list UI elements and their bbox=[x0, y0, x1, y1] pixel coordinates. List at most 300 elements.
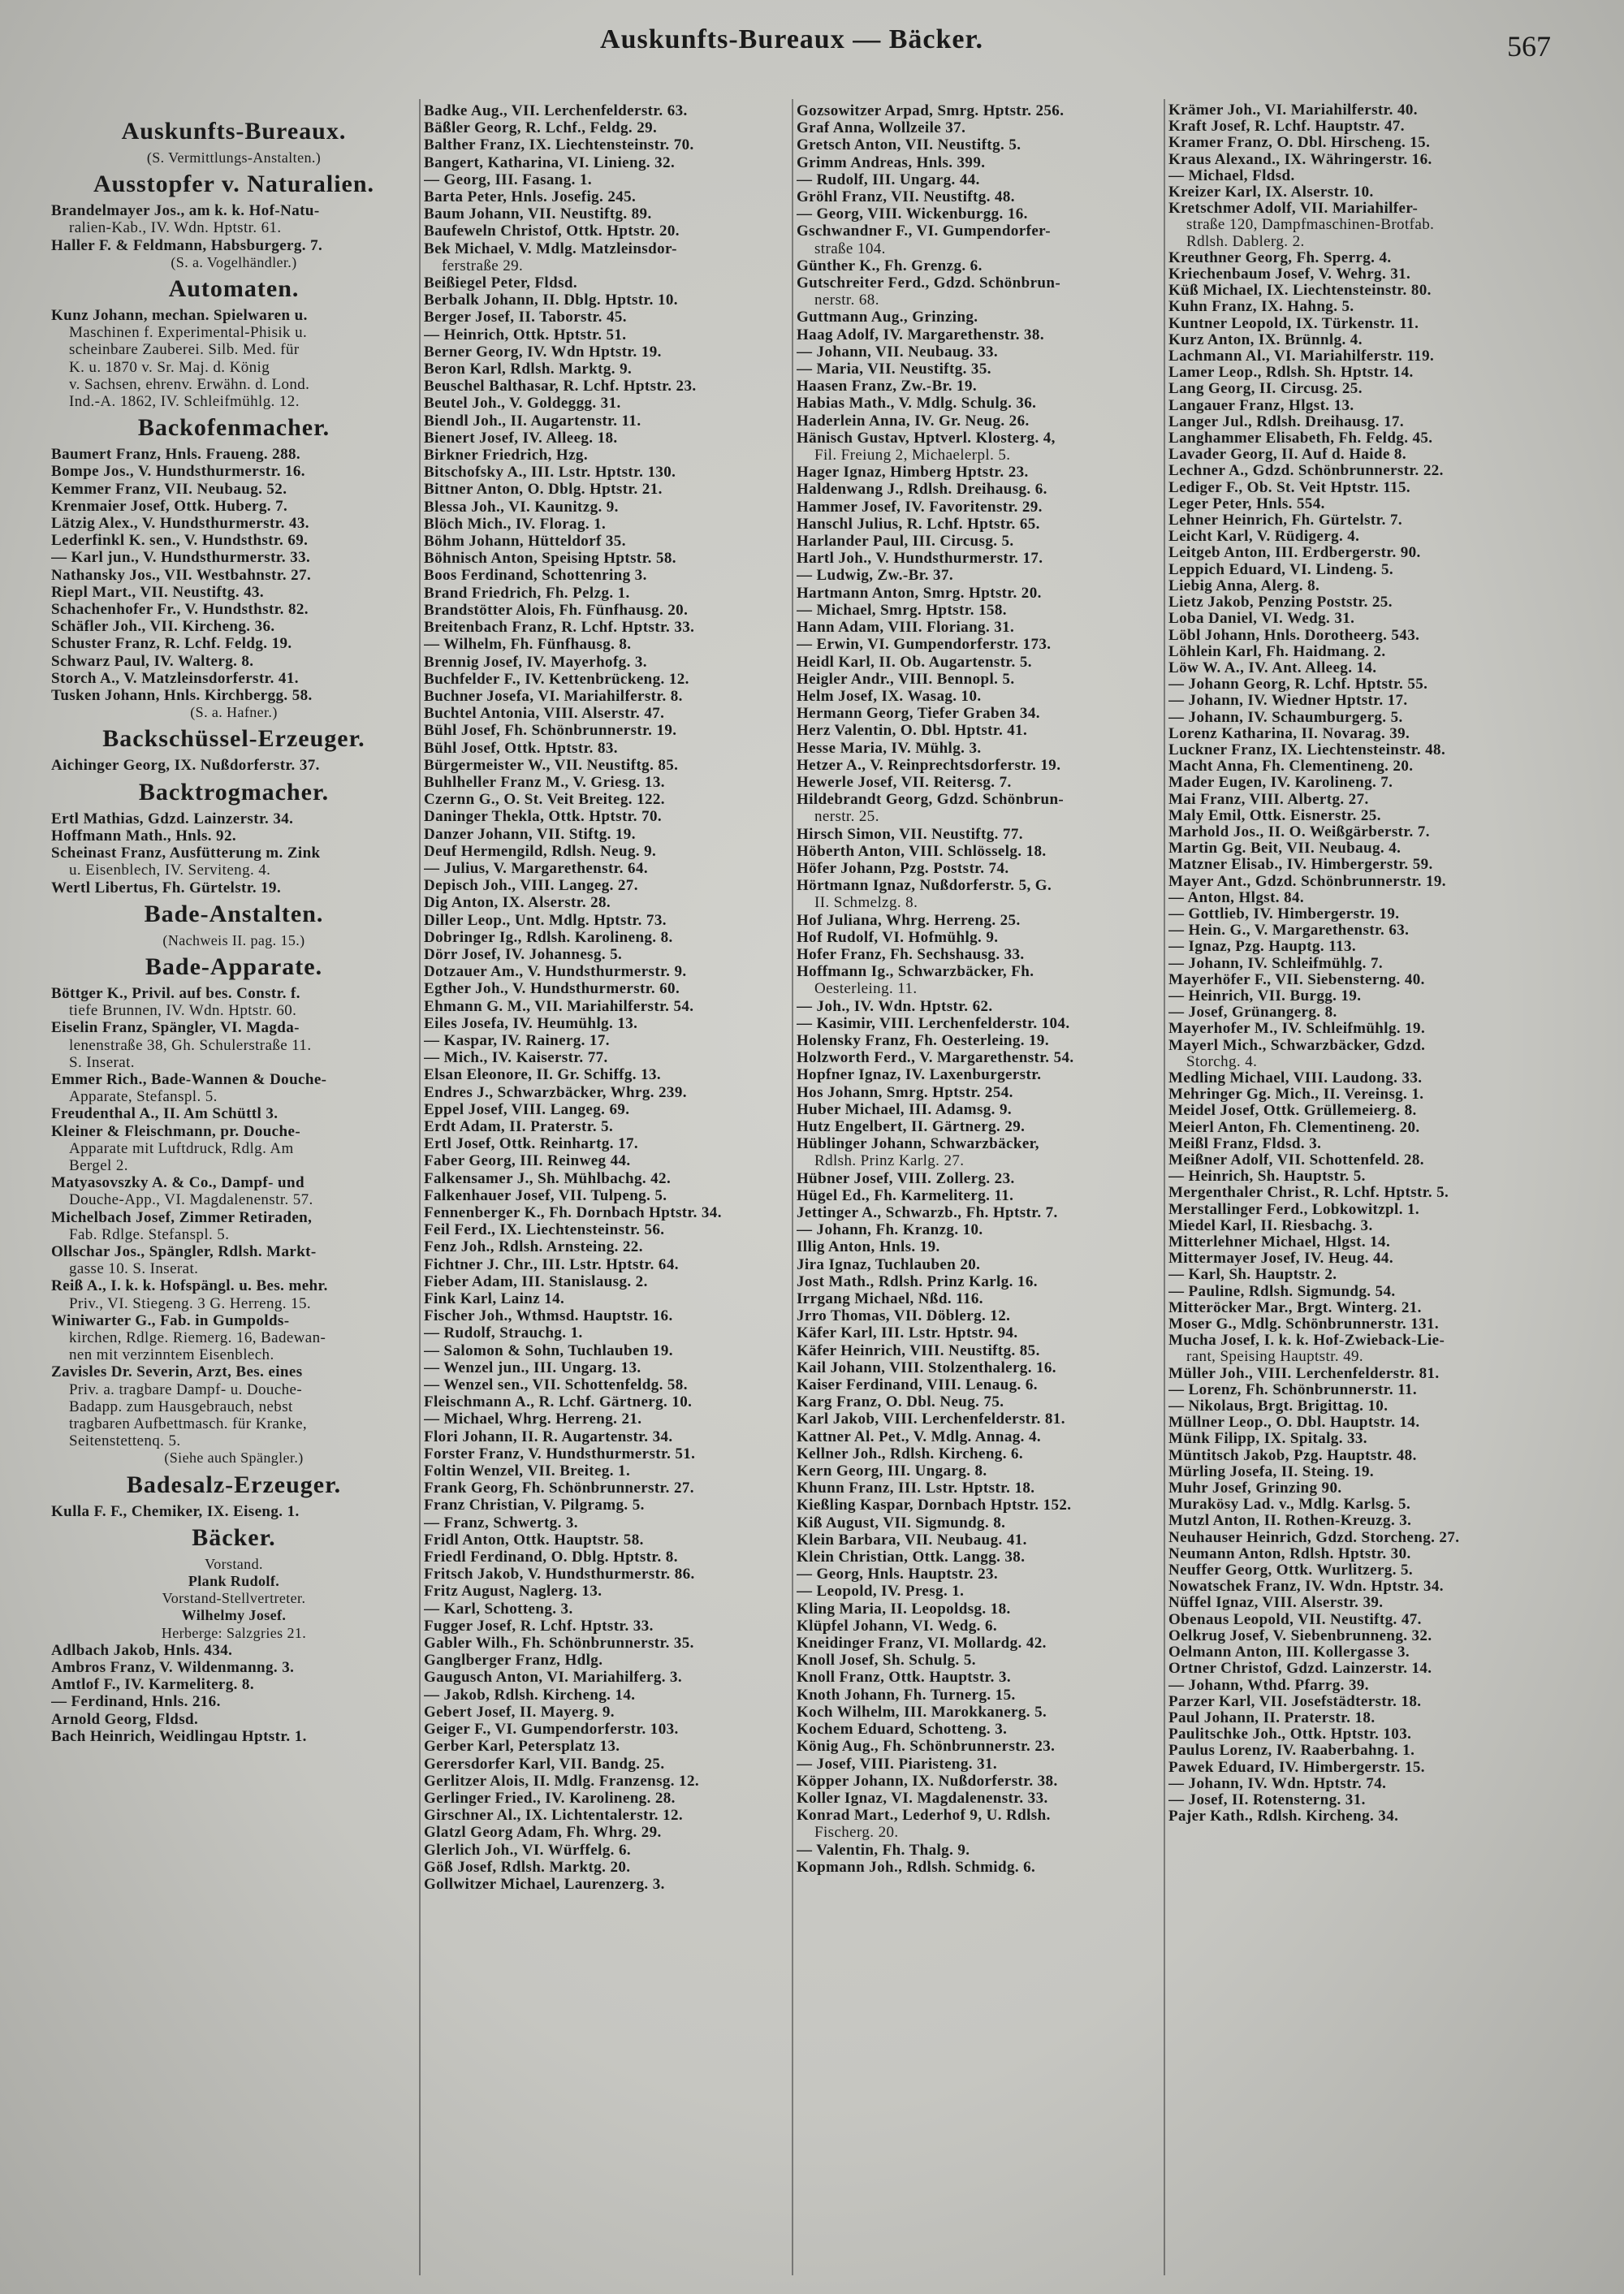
directory-entry: — Nikolaus, Brgt. Brigittag. 10. bbox=[1168, 1398, 1389, 1415]
directory-entry: Badke Aug., VII. Lerchenfelderstr. 63. bbox=[424, 102, 688, 119]
directory-entry: — Wenzel sen., VII. Schottenfeldg. 58. bbox=[424, 1376, 688, 1394]
entry-continuation: Badapp. zum Hausgebrauch, nebst bbox=[69, 1398, 293, 1415]
directory-entry: Bek Michael, V. Mdlg. Matzleinsdor- bbox=[424, 240, 677, 257]
directory-entry: Münk Filipp, IX. Spitalg. 33. bbox=[1168, 1431, 1367, 1448]
directory-entry: Muhr Josef, Grinzing 90. bbox=[1168, 1480, 1342, 1497]
directory-entry: Guttmann Aug., Grinzing. bbox=[797, 309, 978, 326]
directory-entry: — Pauline, Rdlsh. Sigmundg. 54. bbox=[1168, 1283, 1396, 1300]
directory-entry: Dobringer Ig., Rdlsh. Karolineng. 8. bbox=[424, 928, 673, 946]
directory-entry: Khunn Franz, III. Lstr. Hptstr. 18. bbox=[797, 1480, 1035, 1497]
directory-entry: Hörtmann Ignaz, Nußdorferstr. 5, G. bbox=[797, 877, 1052, 895]
directory-entry: Käfer Heinrich, VIII. Neustiftg. 85. bbox=[797, 1341, 1040, 1359]
directory-entry: Holensky Franz, Fh. Oesterleing. 19. bbox=[797, 1031, 1049, 1049]
directory-entry: Bürgermeister W., VII. Neustiftg. 85. bbox=[424, 756, 679, 774]
directory-entry: Ertl Mathias, Gdzd. Lainzerstr. 34. bbox=[51, 810, 294, 827]
directory-entry: Dotzauer Am., V. Hundsthurmerstr. 9. bbox=[424, 963, 687, 981]
directory-entry: Mürling Josefa, II. Steing. 19. bbox=[1168, 1463, 1375, 1480]
directory-entry: König Aug., Fh. Schönbrunnerstr. 23. bbox=[797, 1738, 1056, 1756]
directory-entry: Göß Josef, Rdlsh. Marktg. 20. bbox=[424, 1858, 631, 1876]
directory-entry: Breitenbach Franz, R. Lchf. Hptstr. 33. bbox=[424, 619, 695, 637]
directory-entry: Daninger Thekla, Ottk. Hptstr. 70. bbox=[424, 808, 663, 826]
directory-entry: — Anton, Hlgst. 84. bbox=[1168, 889, 1305, 906]
entry-continuation: scheinbare Zauberei. Silb. Med. für bbox=[69, 341, 300, 359]
directory-entry: — Johann, Wthd. Pfarrg. 39. bbox=[1168, 1677, 1369, 1694]
directory-entry: Riepl Mart., VII. Neustiftg. 43. bbox=[51, 583, 265, 601]
directory-entry: Knoth Johann, Fh. Turnerg. 15. bbox=[797, 1686, 1016, 1704]
directory-entry: Beuschel Balthasar, R. Lchf. Hptstr. 23. bbox=[424, 378, 697, 395]
directory-entry: Blöch Mich., IV. Florag. 1. bbox=[424, 515, 607, 533]
directory-entry: Böttger K., Privil. auf bes. Constr. f. bbox=[51, 984, 300, 1002]
directory-entry: — Josef, Grünangerg. 8. bbox=[1168, 1004, 1337, 1022]
directory-entry: — Josef, II. Rotensterng. 31. bbox=[1168, 1791, 1366, 1808]
directory-entry: Merstallinger Ferd., Lobkowitzpl. 1. bbox=[1168, 1201, 1420, 1218]
directory-entry: Fleischmann A., R. Lchf. Gärtnerg. 10. bbox=[424, 1393, 693, 1411]
directory-entry: Kreuthner Georg, Fh. Sperrg. 4. bbox=[1168, 249, 1392, 266]
directory-entry: Haasen Franz, Zw.-Br. 19. bbox=[797, 378, 977, 395]
directory-entry: Lediger F., Ob. St. Veit Hptstr. 115. bbox=[1168, 479, 1411, 496]
directory-entry: Kellner Joh., Rdlsh. Kircheng. 6. bbox=[797, 1445, 1024, 1462]
directory-entry: Girschner Al., IX. Lichtentalerstr. 12. bbox=[424, 1807, 684, 1825]
directory-entry: Mayerhöfer F., VII. Siebensterng. 40. bbox=[1168, 971, 1425, 988]
entry-continuation: Apparate mit Luftdruck, Rdlg. Am bbox=[69, 1139, 294, 1157]
directory-entry: Lechner A., Gdzd. Schönbrunnerstr. 22. bbox=[1168, 463, 1444, 480]
directory-entry: Beron Karl, Rdlsh. Marktg. 9. bbox=[424, 361, 633, 378]
directory-entry: — Wenzel jun., III. Ungarg. 13. bbox=[424, 1359, 641, 1376]
directory-entry: Berner Georg, IV. Wdn Hptstr. 19. bbox=[424, 343, 662, 361]
entry-continuation: nerstr. 68. bbox=[814, 292, 879, 309]
directory-entry: Fischer Joh., Wthmsd. Hauptstr. 16. bbox=[424, 1307, 673, 1325]
directory-entry: Michelbach Josef, Zimmer Retiraden, bbox=[51, 1208, 313, 1226]
directory-entry: Brand Friedrich, Fh. Pelzg. 1. bbox=[424, 584, 630, 602]
directory-entry: Matyasovszky A. & Co., Dampf- und bbox=[51, 1174, 304, 1192]
directory-entry: Müntitsch Jakob, Pzg. Hauptstr. 48. bbox=[1168, 1447, 1417, 1464]
directory-entry: Dörr Josef, IV. Johannesg. 5. bbox=[424, 945, 623, 963]
directory-entry: Hübner Josef, VIII. Zollerg. 23. bbox=[797, 1169, 1015, 1187]
entry-continuation: nen mit verzinntem Eisenblech. bbox=[69, 1346, 274, 1364]
directory-entry: Mittermayer Josef, IV. Heug. 44. bbox=[1168, 1251, 1393, 1268]
directory-entry: Mitteröcker Mar., Brgt. Winterg. 21. bbox=[1168, 1299, 1422, 1316]
directory-entry: Knoll Josef, Sh. Schulg. 5. bbox=[797, 1652, 976, 1670]
directory-entry: — Johann Georg, R. Lchf. Hptstr. 55. bbox=[1168, 676, 1428, 693]
directory-entry: Hänisch Gustav, Hptverl. Klosterg. 4, bbox=[797, 429, 1056, 447]
directory-entry: Leitgeb Anton, III. Erdbergerstr. 90. bbox=[1168, 545, 1421, 562]
entry-continuation: Oesterleing. 11. bbox=[814, 980, 918, 998]
directory-entry: — Ferdinand, Hnls. 216. bbox=[51, 1693, 221, 1711]
directory-entry: Faber Georg, III. Reinweg 44. bbox=[424, 1152, 631, 1170]
directory-entry: — Johann, IV. Wdn. Hptstr. 74. bbox=[1168, 1775, 1387, 1792]
section-note: (Siehe auch Spängler.) bbox=[164, 1449, 304, 1467]
entry-continuation: Priv., VI. Stiegeng. 3 G. Herreng. 15. bbox=[69, 1294, 312, 1312]
directory-entry: Biendl Joh., II. Augartenstr. 11. bbox=[424, 412, 641, 430]
directory-entry: Fieber Adam, III. Stanislausg. 2. bbox=[424, 1272, 648, 1290]
directory-entry: Forster Franz, V. Hundsthurmerstr. 51. bbox=[424, 1445, 696, 1462]
column-4 bbox=[1168, 102, 1574, 1825]
directory-entry: Graf Anna, Wollzeile 37. bbox=[797, 119, 966, 137]
directory-entry: Harlander Paul, III. Circusg. 5. bbox=[797, 533, 1014, 551]
directory-entry: Ertl Josef, Ottk. Reinhartg. 17. bbox=[424, 1135, 638, 1153]
directory-entry: Oelkrug Josef, V. Siebenbrunneng. 32. bbox=[1168, 1627, 1432, 1644]
directory-entry: Storch A., V. Matzleinsdorferstr. 41. bbox=[51, 669, 299, 687]
directory-entry: Kleiner & Fleischmann, pr. Douche- bbox=[51, 1122, 301, 1140]
directory-entry: Hoffmann Math., Hnls. 92. bbox=[51, 827, 236, 845]
column-divider bbox=[792, 99, 793, 2275]
directory-entry: Hof Juliana, Whrg. Herreng. 25. bbox=[797, 911, 1021, 929]
directory-entry: Eiles Josefa, IV. Heumühlg. 13. bbox=[424, 1014, 638, 1032]
directory-entry: Hesse Maria, IV. Mühlg. 3. bbox=[797, 739, 982, 757]
section-note: Vorstand. bbox=[205, 1555, 263, 1572]
directory-entry: Fink Karl, Lainz 14. bbox=[424, 1290, 565, 1308]
directory-entry: Glatzl Georg Adam, Fh. Whrg. 29. bbox=[424, 1824, 662, 1842]
directory-entry: Gerber Karl, Petersplatz 13. bbox=[424, 1738, 620, 1756]
directory-entry: Karl Jakob, VIII. Lerchenfelderstr. 81. bbox=[797, 1411, 1065, 1428]
directory-entry: Fridl Anton, Ottk. Hauptstr. 58. bbox=[424, 1531, 644, 1549]
directory-entry: Friedl Ferdinand, O. Dblg. Hptstr. 8. bbox=[424, 1549, 678, 1566]
directory-entry: Bitschofsky A., III. Lstr. Hptstr. 130. bbox=[424, 464, 676, 482]
directory-entry: Bühl Josef, Ottk. Hptstr. 83. bbox=[424, 739, 618, 757]
directory-entry: Hos Johann, Smrg. Hptstr. 254. bbox=[797, 1083, 1013, 1101]
section-heading: Backschüssel-Erzeuger. bbox=[102, 725, 365, 753]
directory-entry: Fugger Josef, R. Lchf. Hptstr. 33. bbox=[424, 1617, 654, 1635]
directory-entry: — Johann, IV. Schleifmühlg. 7. bbox=[1168, 955, 1383, 972]
directory-entry: Meierl Anton, Fh. Clementineng. 20. bbox=[1168, 1119, 1420, 1136]
directory-entry: Ambros Franz, V. Wildenmanng. 3. bbox=[51, 1659, 295, 1677]
entry-continuation: Bergel 2. bbox=[69, 1156, 128, 1174]
directory-entry: — Lorenz, Fh. Schönbrunnerstr. 11. bbox=[1168, 1381, 1418, 1398]
directory-entry: — Ludwig, Zw.-Br. 37. bbox=[797, 567, 953, 585]
entry-continuation: tragbaren Aufbettmasch. für Kranke, bbox=[69, 1415, 308, 1432]
directory-entry: Diller Leop., Unt. Mdlg. Hptstr. 73. bbox=[424, 911, 667, 929]
entry-continuation: II. Schmelzg. 8. bbox=[814, 894, 918, 912]
directory-entry: Irrgang Michael, Nßd. 116. bbox=[797, 1290, 983, 1308]
directory-entry: Falkenhauer Josef, VII. Tulpeng. 5. bbox=[424, 1186, 667, 1204]
directory-entry: Gebert Josef, II. Mayerg. 9. bbox=[424, 1703, 615, 1721]
directory-entry: Hanschl Julius, R. Lchf. Hptstr. 65. bbox=[797, 515, 1040, 533]
directory-entry: Mayer Ant., Gdzd. Schönbrunnerstr. 19. bbox=[1168, 873, 1446, 890]
directory-entry: — Johann, VII. Neubaug. 33. bbox=[797, 343, 999, 361]
directory-entry: Boos Ferdinand, Schottenring 3. bbox=[424, 567, 647, 585]
directory-entry: Dig Anton, IX. Alserstr. 28. bbox=[424, 894, 611, 912]
section-note: (S. a. Hafner.) bbox=[190, 704, 278, 721]
directory-entry: Hager Ignaz, Himberg Hptstr. 23. bbox=[797, 464, 1029, 482]
directory-entry: Winiwarter G., Fab. in Gumpolds- bbox=[51, 1311, 290, 1329]
directory-entry: — Heinrich, Sh. Hauptstr. 5. bbox=[1168, 1169, 1366, 1186]
entry-continuation: u. Eisenblech, IV. Serviteng. 4. bbox=[69, 862, 271, 879]
directory-entry: Paul Johann, II. Praterstr. 18. bbox=[1168, 1709, 1376, 1726]
directory-entry: Czernn G., O. St. Veit Breiteg. 122. bbox=[424, 791, 665, 809]
section-note: (Nachweis II. pag. 15.) bbox=[162, 931, 305, 948]
section-heading: Backofenmacher. bbox=[137, 414, 330, 442]
directory-entry: — Hein. G., V. Margarethenstr. 63. bbox=[1168, 922, 1410, 940]
directory-entry: Böhm Johann, Hütteldorf 35. bbox=[424, 533, 626, 551]
directory-entry: Hirsch Simon, VII. Neustiftg. 77. bbox=[797, 825, 1023, 843]
directory-entry: — Jakob, Rdlsh. Kircheng. 14. bbox=[424, 1686, 636, 1704]
entry-continuation: tiefe Brunnen, IV. Wdn. Hptstr. 60. bbox=[69, 1002, 297, 1020]
running-header: Auskunfts-Bureaux — Bäcker. bbox=[600, 24, 983, 54]
directory-entry: — Karl jun., V. Hundsthurmerstr. 33. bbox=[51, 549, 311, 567]
entry-continuation: K. u. 1870 v. Sr. Maj. d. König bbox=[69, 358, 270, 376]
directory-entry: — Georg, VIII. Wickenburgg. 16. bbox=[797, 205, 1028, 223]
directory-entry: — Heinrich, VII. Burgg. 19. bbox=[1168, 987, 1362, 1004]
section-heading: Backtrogmacher. bbox=[138, 778, 330, 806]
directory-entry: Loba Daniel, VI. Wedg. 31. bbox=[1168, 611, 1355, 628]
directory-entry: — Gottlieb, IV. Himbergerstr. 19. bbox=[1168, 905, 1400, 922]
directory-entry: Hoffmann Ig., Schwarzbäcker, Fh. bbox=[797, 963, 1034, 981]
directory-entry: Blessa Joh., VI. Kaunitzg. 9. bbox=[424, 498, 619, 516]
directory-entry: — Rudolf, III. Ungarg. 44. bbox=[797, 171, 980, 188]
directory-entry: Erdt Adam, II. Praterstr. 5. bbox=[424, 1117, 614, 1135]
directory-entry: Müller Joh., VIII. Lerchenfelderstr. 81. bbox=[1168, 1365, 1440, 1382]
directory-entry: Gollwitzer Michael, Laurenzerg. 3. bbox=[424, 1875, 665, 1893]
entry-continuation: Priv. a. tragbare Dampf- u. Douche- bbox=[69, 1380, 303, 1398]
directory-entry: Elsan Eleonore, II. Gr. Schiffg. 13. bbox=[424, 1066, 662, 1084]
directory-entry: Gretsch Anton, VII. Neustiftg. 5. bbox=[797, 136, 1021, 154]
directory-entry: Buchfelder F., IV. Kettenbrückeng. 12. bbox=[424, 670, 689, 688]
directory-entry: Kiß August, VII. Sigmundg. 8. bbox=[797, 1514, 1006, 1531]
directory-entry: Gaugusch Anton, VI. Mariahilferg. 3. bbox=[424, 1669, 683, 1687]
directory-entry: — Julius, V. Margarethenstr. 64. bbox=[424, 859, 649, 877]
directory-entry: Kemmer Franz, VII. Neubaug. 52. bbox=[51, 480, 287, 498]
directory-entry: Bühl Josef, Fh. Schönbrunnerstr. 19. bbox=[424, 722, 677, 740]
entry-continuation: straße 120, Dampfmaschinen-Brotfab. bbox=[1186, 217, 1435, 234]
entry-continuation: rant, Speising Hauptstr. 49. bbox=[1186, 1349, 1364, 1366]
directory-entry: Langer Jul., Rdlsh. Dreihausg. 17. bbox=[1168, 413, 1405, 430]
directory-entry: Hartl Joh., V. Hundsthurmerstr. 17. bbox=[797, 550, 1043, 568]
column-1 bbox=[51, 114, 417, 1745]
directory-entry: Gerlitzer Alois, II. Mdlg. Franzensg. 12. bbox=[424, 1772, 700, 1790]
section-heading: Bäcker. bbox=[192, 1523, 276, 1551]
directory-entry: Pajer Kath., Rdlsh. Kircheng. 34. bbox=[1168, 1808, 1399, 1825]
directory-entry: Mitterlehner Michael, Hlgst. 14. bbox=[1168, 1234, 1391, 1251]
directory-entry: Zavisles Dr. Severin, Arzt, Bes. eines bbox=[51, 1363, 303, 1381]
directory-entry: Leicht Karl, V. Rüdigerg. 4. bbox=[1168, 529, 1360, 546]
directory-entry: Hof Rudolf, VI. Hofmühlg. 9. bbox=[797, 928, 999, 946]
directory-entry: Barta Peter, Hnls. Josefig. 245. bbox=[424, 188, 637, 206]
directory-entry: Martin Gg. Beit, VII. Neubaug. 4. bbox=[1168, 840, 1402, 858]
directory-entry: Kurz Anton, IX. Brünnlg. 4. bbox=[1168, 331, 1363, 348]
directory-entry: Bienert Josef, IV. Alleeg. 18. bbox=[424, 429, 618, 447]
directory-entry: Matzner Elisab., IV. Himbergerstr. 59. bbox=[1168, 857, 1433, 874]
directory-entry: — Michael, Fldsd. bbox=[1168, 167, 1295, 184]
directory-entry: Fichtner J. Chr., III. Lstr. Hptstr. 64. bbox=[424, 1255, 679, 1273]
directory-entry: — Heinrich, Ottk. Hptstr. 51. bbox=[424, 326, 627, 343]
directory-entry: Arnold Georg, Fldsd. bbox=[51, 1710, 199, 1728]
directory-entry: Höfer Johann, Pzg. Poststr. 74. bbox=[797, 859, 1009, 877]
directory-entry: Glerlich Joh., VI. Würffelg. 6. bbox=[424, 1841, 631, 1859]
entry-continuation: ralien-Kab., IV. Wdn. Hptstr. 61. bbox=[69, 219, 282, 237]
directory-entry: Baum Johann, VII. Neustiftg. 89. bbox=[424, 205, 652, 223]
directory-entry: Brandelmayer Jos., am k. k. Hof-Natu- bbox=[51, 202, 320, 220]
directory-entry: Haller F. & Feldmann, Habsburgerg. 7. bbox=[51, 236, 323, 254]
directory-entry: — Karl, Sh. Hauptstr. 2. bbox=[1168, 1267, 1337, 1284]
section-heading: Bade-Anstalten. bbox=[144, 900, 324, 927]
directory-entry: Macht Anna, Fh. Clementineng. 20. bbox=[1168, 758, 1414, 775]
directory-entry: Hüblinger Johann, Schwarzbäcker, bbox=[797, 1135, 1039, 1153]
directory-entry: Knoll Franz, Ottk. Hauptstr. 3. bbox=[797, 1669, 1011, 1687]
directory-entry: Käfer Karl, III. Lstr. Hptstr. 94. bbox=[797, 1324, 1018, 1342]
directory-entry: Koch Wilhelm, III. Marokkanerg. 5. bbox=[797, 1703, 1047, 1721]
entry-continuation: Douche-App., VI. Magdalenenstr. 57. bbox=[69, 1191, 313, 1209]
directory-entry: Lorenz Katharina, II. Novarag. 39. bbox=[1168, 725, 1410, 742]
directory-entry: Klüpfel Johann, VI. Wedg. 6. bbox=[797, 1617, 998, 1635]
directory-entry: Beutel Joh., V. Goldeggg. 31. bbox=[424, 395, 621, 413]
directory-entry: — Josef, VIII. Piaristeng. 31. bbox=[797, 1755, 998, 1773]
directory-entry: Kern Georg, III. Ungarg. 8. bbox=[797, 1462, 987, 1480]
directory-entry: — Johann, IV. Wiedner Hptstr. 17. bbox=[1168, 693, 1408, 710]
directory-entry: — Mich., IV. Kaiserstr. 77. bbox=[424, 1049, 608, 1067]
directory-entry: Heigler Andr., VIII. Bennopl. 5. bbox=[797, 670, 1015, 688]
directory-entry: Aichinger Georg, IX. Nußdorferstr. 37. bbox=[51, 757, 320, 775]
directory-entry: Mucha Josef, I. k. k. Hof-Zwieback-Lie- bbox=[1168, 1333, 1445, 1350]
directory-entry: Jrro Thomas, VII. Döblerg. 12. bbox=[797, 1307, 1011, 1325]
directory-entry: Helm Josef, IX. Wasag. 10. bbox=[797, 687, 982, 705]
directory-entry: Hammer Josef, IV. Favoritenstr. 29. bbox=[797, 498, 1043, 516]
directory-entry: Wertl Libertus, Fh. Gürtelstr. 19. bbox=[51, 879, 282, 896]
directory-entry: Depisch Joh., VIII. Langeg. 27. bbox=[424, 877, 638, 895]
directory-entry: Lang Georg, II. Circusg. 25. bbox=[1168, 381, 1363, 398]
directory-entry: Hofer Franz, Fh. Sechshausg. 33. bbox=[797, 945, 1025, 963]
officer-name: Wilhelmy Josef. bbox=[181, 1607, 287, 1624]
directory-entry: Miedel Karl, II. Riesbachg. 3. bbox=[1168, 1217, 1373, 1234]
directory-entry: Balther Franz, IX. Liechtensteinstr. 70. bbox=[424, 136, 694, 154]
directory-entry: Grimm Andreas, Hnls. 399. bbox=[797, 153, 986, 171]
directory-entry: Eiselin Franz, Spängler, VI. Magda- bbox=[51, 1019, 300, 1037]
entry-continuation: Maschinen f. Experimental-Phisik u. bbox=[69, 324, 308, 342]
directory-entry: Buchtel Antonia, VIII. Alserstr. 47. bbox=[424, 705, 665, 723]
directory-entry: Marhold Jos., II. O. Weißgärberstr. 7. bbox=[1168, 823, 1430, 840]
directory-entry: — Kaspar, IV. Rainerg. 17. bbox=[424, 1031, 610, 1049]
directory-entry: Kochem Eduard, Schotteng. 3. bbox=[797, 1721, 1008, 1739]
directory-entry: Koller Ignaz, VI. Magdalenenstr. 33. bbox=[797, 1789, 1048, 1807]
directory-entry: Kramer Franz, O. Dbl. Hirscheng. 15. bbox=[1168, 135, 1431, 152]
directory-entry: Kraft Josef, R. Lchf. Hauptstr. 47. bbox=[1168, 119, 1405, 136]
directory-entry: Gutschreiter Ferd., Gdzd. Schönbrun- bbox=[797, 274, 1061, 292]
entry-continuation: Rdlsh. Dablerg. 2. bbox=[1186, 233, 1305, 250]
section-note: (S. a. Vogelhändler.) bbox=[171, 253, 297, 270]
column-divider bbox=[419, 99, 421, 2275]
directory-entry: Klein Barbara, VII. Neubaug. 41. bbox=[797, 1531, 1027, 1549]
directory-entry: Hetzer A., V. Reinprechtsdorferstr. 19. bbox=[797, 756, 1061, 774]
directory-entry: Leppich Eduard, VI. Lindeng. 5. bbox=[1168, 561, 1394, 578]
directory-entry: Luckner Franz, IX. Liechtensteinstr. 48. bbox=[1168, 741, 1446, 758]
directory-entry: Buhlheller Franz M., V. Griesg. 13. bbox=[424, 773, 665, 791]
directory-entry: Kulla F. F., Chemiker, IX. Eiseng. 1. bbox=[51, 1502, 300, 1520]
directory-entry: Kopmann Joh., Rdlsh. Schmidg. 6. bbox=[797, 1858, 1036, 1876]
directory-entry: Ehmann G. M., VII. Mariahilferstr. 54. bbox=[424, 997, 694, 1015]
section-heading: Bade-Apparate. bbox=[145, 953, 323, 980]
directory-entry: Mayerl Mich., Schwarzbäcker, Gdzd. bbox=[1168, 1037, 1426, 1054]
directory-entry: Meidel Josef, Ottk. Grüllemeierg. 8. bbox=[1168, 1103, 1417, 1120]
directory-entry: Kail Johann, VIII. Stolzenthalerg. 16. bbox=[797, 1359, 1056, 1376]
directory-entry: Freudenthal A., II. Am Schüttl 3. bbox=[51, 1105, 279, 1123]
entry-continuation: Fil. Freiung 2, Michaelerpl. 5. bbox=[814, 447, 1011, 464]
directory-entry: Schäfler Joh., VII. Kircheng. 36. bbox=[51, 618, 275, 636]
directory-entry: Mergenthaler Christ., R. Lchf. Hptstr. 5. bbox=[1168, 1185, 1449, 1202]
directory-entry: Oelmann Anton, III. Kollergasse 3. bbox=[1168, 1644, 1410, 1661]
directory-entry: Mader Eugen, IV. Karolineng. 7. bbox=[1168, 775, 1393, 792]
directory-entry: Kießling Kaspar, Dornbach Hptstr. 152. bbox=[797, 1497, 1072, 1514]
directory-entry: Bangert, Katharina, VI. Linieng. 32. bbox=[424, 153, 676, 171]
section-heading: Badesalz-Erzeuger. bbox=[126, 1471, 342, 1498]
directory-entry: Birkner Friedrich, Hzg. bbox=[424, 447, 588, 464]
directory-entry: Lederfinkl K. sen., V. Hundsthstr. 69. bbox=[51, 532, 309, 550]
directory-entry: Holzworth Ferd., V. Margarethenstr. 54. bbox=[797, 1049, 1074, 1067]
directory-entry: Haderlein Anna, IV. Gr. Neug. 26. bbox=[797, 412, 1030, 430]
directory-entry: Löbl Johann, Hnls. Dorotheerg. 543. bbox=[1168, 627, 1420, 644]
section-heading: Auskunfts-Bureaux. bbox=[121, 118, 347, 145]
directory-entry: Liebig Anna, Alerg. 8. bbox=[1168, 577, 1320, 594]
directory-entry: — Salomon & Sohn, Tuchlauben 19. bbox=[424, 1341, 673, 1359]
directory-entry: Bompe Jos., V. Hundsthurmerstr. 16. bbox=[51, 463, 305, 481]
directory-entry: Schuster Franz, R. Lchf. Feldg. 19. bbox=[51, 635, 292, 653]
directory-entry: Fennenberger K., Fh. Dornbach Hptstr. 34. bbox=[424, 1204, 722, 1221]
entry-continuation: straße 104. bbox=[814, 240, 886, 257]
directory-entry: — Ignaz, Pzg. Hauptg. 113. bbox=[1168, 939, 1357, 956]
directory-entry: Hügel Ed., Fh. Karmeliterg. 11. bbox=[797, 1186, 1014, 1204]
directory-entry: Höberth Anton, VIII. Schlösselg. 18. bbox=[797, 842, 1047, 860]
entry-continuation: Seitenstettenq. 5. bbox=[69, 1432, 181, 1450]
directory-entry: Kraus Alexand., IX. Währingerstr. 16. bbox=[1168, 151, 1432, 168]
directory-entry: Jettinger A., Schwarzb., Fh. Hptstr. 7. bbox=[797, 1204, 1058, 1221]
directory-entry: Berger Josef, II. Taborstr. 45. bbox=[424, 309, 627, 326]
directory-entry: Adlbach Jakob, Hnls. 434. bbox=[51, 1641, 233, 1659]
directory-entry: Ortner Christof, Gdzd. Lainzerstr. 14. bbox=[1168, 1661, 1432, 1678]
directory-entry: Nathansky Jos., VII. Westbahnstr. 27. bbox=[51, 566, 312, 584]
directory-entry: Gröhl Franz, VII. Neustiftg. 48. bbox=[797, 188, 1015, 206]
directory-entry: Kattner Al. Pet., V. Mdlg. Annag. 4. bbox=[797, 1428, 1042, 1445]
directory-entry: Buchner Josefa, VI. Mariahilferstr. 8. bbox=[424, 687, 683, 705]
directory-entry: Neuffer Georg, Ottk. Wurlitzerg. 5. bbox=[1168, 1562, 1414, 1579]
directory-entry: Mutzl Anton, II. Rothen-Kreuzg. 3. bbox=[1168, 1513, 1412, 1530]
directory-entry: Foltin Wenzel, VII. Breiteg. 1. bbox=[424, 1462, 631, 1480]
directory-entry: Bach Heinrich, Weidlingau Hptstr. 1. bbox=[51, 1727, 307, 1745]
directory-entry: Berbalk Johann, II. Dblg. Hptstr. 10. bbox=[424, 292, 678, 309]
directory-entry: — Michael, Whrg. Herreng. 21. bbox=[424, 1411, 642, 1428]
directory-entry: Fenz Joh., Rdlsh. Arnsteing. 22. bbox=[424, 1238, 643, 1256]
directory-entry: Kuhn Franz, IX. Hahng. 5. bbox=[1168, 299, 1354, 316]
directory-entry: Lachmann Al., VI. Mariahilferstr. 119. bbox=[1168, 348, 1435, 365]
directory-entry: Fritsch Jakob, V. Hundsthurmerstr. 86. bbox=[424, 1566, 695, 1583]
directory-entry: — Johann, Fh. Kranzg. 10. bbox=[797, 1221, 983, 1239]
directory-entry: Hermann Georg, Tiefer Graben 34. bbox=[797, 705, 1040, 723]
directory-entry: — Joh., IV. Wdn. Hptstr. 62. bbox=[797, 997, 993, 1015]
directory-entry: Kuntner Leopold, IX. Türkenstr. 11. bbox=[1168, 315, 1419, 332]
directory-entry: Hutz Engelbert, II. Gärtnerg. 29. bbox=[797, 1117, 1026, 1135]
directory-entry: Danzer Johann, VII. Stiftg. 19. bbox=[424, 825, 636, 843]
directory-entry: Lavader Georg, II. Auf d. Haide 8. bbox=[1168, 447, 1406, 464]
directory-entry: Lietz Jakob, Penzing Poststr. 25. bbox=[1168, 594, 1393, 611]
directory-entry: Egther Joh., V. Hundsthurmerstr. 60. bbox=[424, 980, 680, 998]
directory-entry: Reiß A., I. k. k. Hofspängl. u. Bes. mehr. bbox=[51, 1277, 328, 1295]
directory-entry: Deuf Hermengild, Rdlsh. Neug. 9. bbox=[424, 842, 657, 860]
entry-continuation: nerstr. 25. bbox=[814, 808, 879, 826]
directory-entry: Lehner Heinrich, Fh. Gürtelstr. 7. bbox=[1168, 512, 1403, 529]
directory-entry: Kriechenbaum Josef, V. Wehrg. 31. bbox=[1168, 266, 1411, 283]
column-3 bbox=[797, 102, 1162, 1876]
directory-entry: Kunz Johann, mechan. Spielwaren u. bbox=[51, 307, 308, 325]
column-divider bbox=[1164, 99, 1165, 2275]
directory-entry: Jost Math., Rdlsh. Prinz Karlg. 16. bbox=[797, 1272, 1038, 1290]
directory-entry: Gabler Wilh., Fh. Schönbrunnerstr. 35. bbox=[424, 1635, 694, 1652]
directory-entry: Kling Maria, II. Leopoldsg. 18. bbox=[797, 1600, 1011, 1618]
directory-entry: Emmer Rich., Bade-Wannen & Douche- bbox=[51, 1070, 327, 1088]
directory-entry: Murakösy Lad. v., Mdlg. Karlsg. 5. bbox=[1168, 1497, 1411, 1514]
directory-entry: Mehringer Gg. Mich., II. Vereinsg. 1. bbox=[1168, 1087, 1424, 1104]
directory-entry: Scheinast Franz, Ausfütterung m. Zink bbox=[51, 845, 321, 862]
directory-entry: Paulitschke Joh., Ottk. Hptstr. 103. bbox=[1168, 1726, 1412, 1743]
directory-entry: Beißiegel Peter, Fldsd. bbox=[424, 274, 577, 292]
directory-entry: — Leopold, IV. Presg. 1. bbox=[797, 1583, 965, 1601]
entry-continuation: ferstraße 29. bbox=[442, 257, 524, 274]
